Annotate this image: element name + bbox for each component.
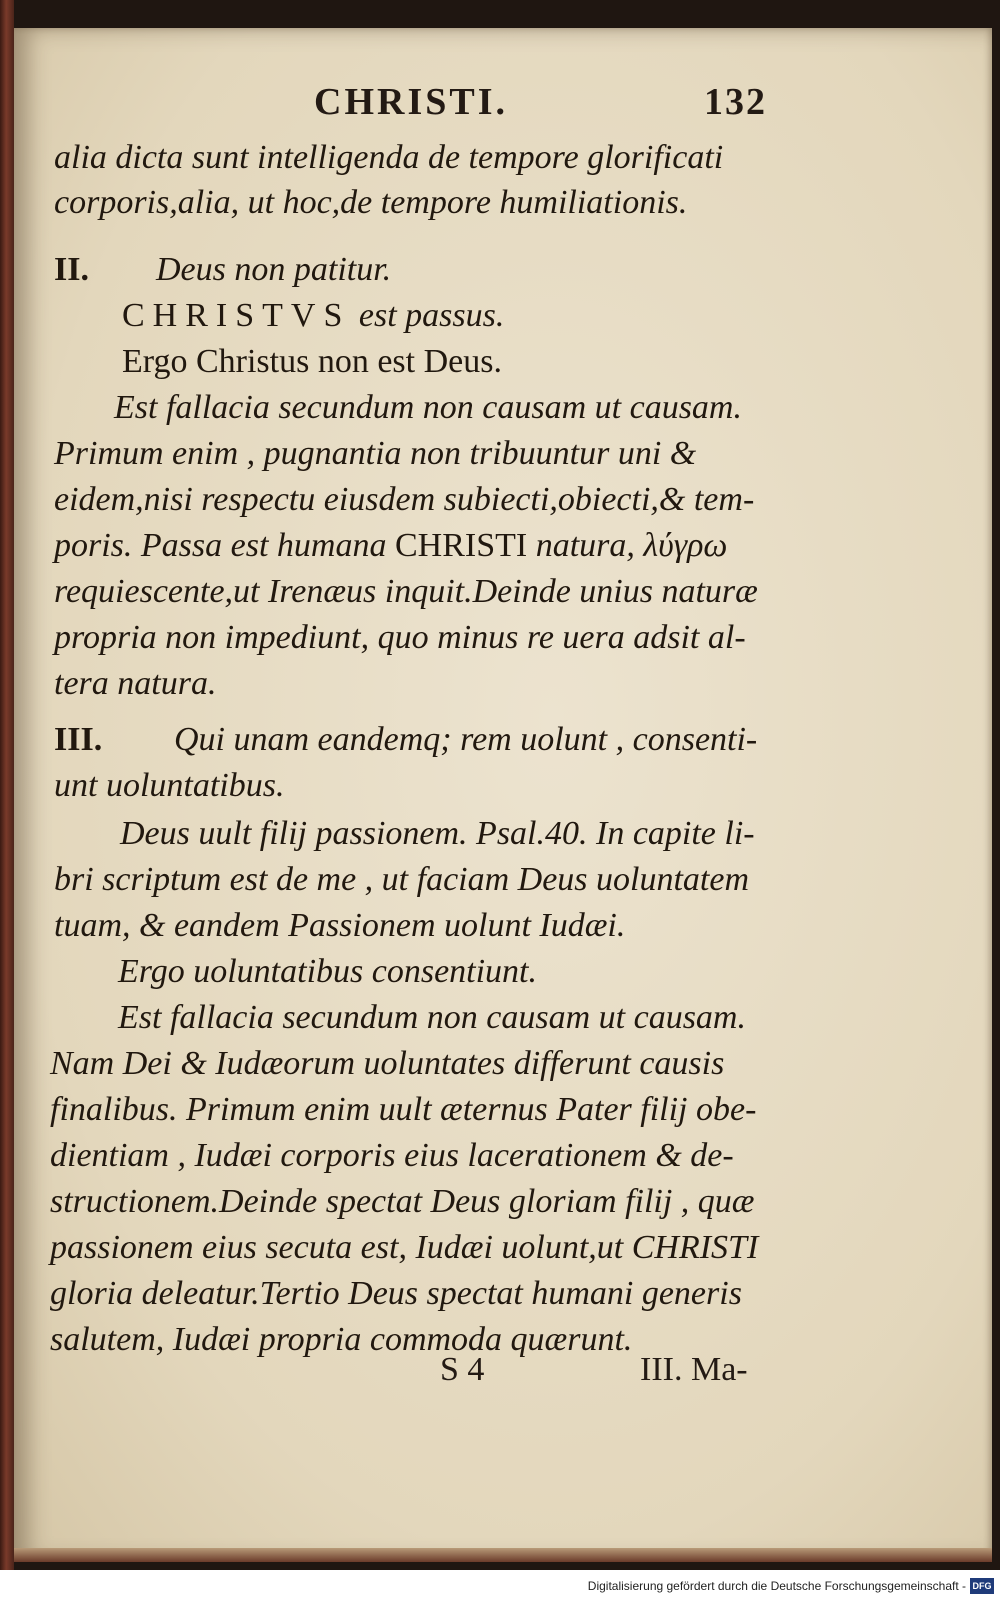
text-line: Nam Dei & Iudæorum uoluntates differunt causis <box>50 1045 725 1082</box>
text-line: Ergo Christus non est Deus. <box>122 343 502 380</box>
text-line: unt uoluntatibus. <box>54 767 285 804</box>
caps-word: CHRISTVS <box>122 297 351 334</box>
text-line: Deus non patitur. <box>156 251 392 288</box>
book-page <box>14 28 992 1562</box>
text-line: salutem, Iudæi propria commoda quærunt. <box>50 1321 633 1358</box>
credit-text: Digitalisierung gefördert durch die Deutsche Forschungsgemeinschaft - <box>587 1579 966 1593</box>
argument-number: II. <box>54 251 89 288</box>
text-line: Est fallacia secundum non causam ut causam. <box>114 389 742 426</box>
text-line <box>54 526 727 566</box>
text-line: tuam, & eandem Passionem uolunt Iudæi. <box>54 907 626 944</box>
text-line: Qui unam eandemq; rem uolunt , consenti- <box>174 721 758 758</box>
text-line: corporis,alia, ut hoc,de tempore humiliationis. <box>54 184 688 221</box>
text-line: Est fallacia secundum non causam ut causam. <box>118 999 746 1036</box>
text-line: requiescente,ut Irenæus inquit.Deinde unius naturæ <box>54 573 758 610</box>
name-span: CHRISTI <box>394 527 528 564</box>
text-line: bri scriptum est de me , ut faciam Deus uoluntatem <box>54 861 750 898</box>
text-line: passionem eius secuta est, Iudæi uolunt,ut CHRISTI <box>50 1229 759 1266</box>
text-line: alia dicta sunt intelligenda de tempore glorificati <box>54 139 724 176</box>
text-span: poris. Passa est humana <box>54 527 387 564</box>
text-line: propria non impediunt, quo minus re uera adsit al- <box>54 619 746 656</box>
dfg-logo: DFG <box>970 1578 994 1594</box>
text-line <box>54 250 89 290</box>
text-span: est passus. <box>358 297 505 334</box>
text-line: dientiam , Iudæi corporis eius lacerationem & de- <box>50 1137 734 1174</box>
page-number: 132 <box>704 81 767 123</box>
signature-mark: S 4 <box>440 1351 485 1388</box>
credit-bar <box>0 1570 1000 1604</box>
text-line: tera natura. <box>54 665 217 702</box>
text-line <box>122 296 504 336</box>
argument-number: III. <box>54 721 103 758</box>
text-span: natura, λύγρω <box>535 527 728 564</box>
text-line: gloria deleatur.Tertio Deus spectat humani generis <box>50 1275 742 1312</box>
text-line: finalibus. Primum enim uult æternus Pater filij obe- <box>50 1091 757 1128</box>
catchword: III. Ma- <box>640 1351 748 1388</box>
text-line: eidem,nisi respectu eiusdem subiecti,obiecti,& tem- <box>54 481 755 518</box>
text-line: Ergo uoluntatibus consentiunt. <box>118 953 538 990</box>
page-edge <box>14 1548 992 1562</box>
text-line: structionem.Deinde spectat Deus gloriam filij , quæ <box>50 1183 755 1220</box>
running-head: CHRISTI. <box>314 81 508 123</box>
text-line <box>54 720 102 760</box>
page-header <box>14 80 992 140</box>
text-line: Deus uult filij passionem. Psal.40. In capite li- <box>120 815 755 852</box>
text-line: Primum enim , pugnantia non tribuuntur uni & <box>54 435 697 472</box>
book-spine <box>0 0 14 1570</box>
